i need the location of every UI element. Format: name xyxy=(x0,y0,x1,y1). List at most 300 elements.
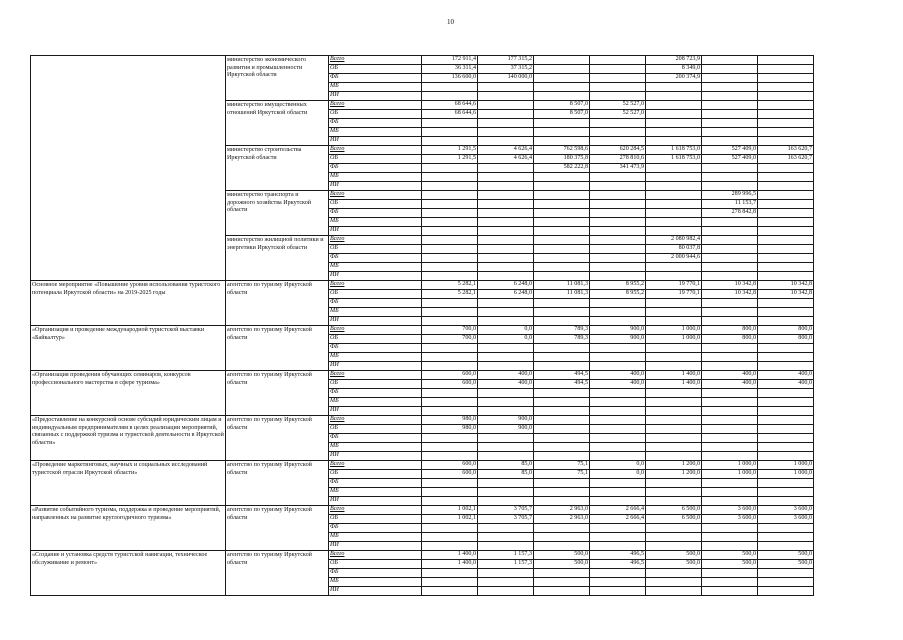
amount-cell xyxy=(646,452,702,461)
amount-cell xyxy=(702,119,758,128)
amount-cell xyxy=(478,362,534,371)
amount-cell xyxy=(534,362,590,371)
amount-cell xyxy=(758,254,814,263)
amount-cell xyxy=(534,443,590,452)
amount-cell xyxy=(534,119,590,128)
amount-cell: 2 000 944,6 xyxy=(646,254,702,263)
funding-source-cell: ОБ xyxy=(329,380,422,389)
amount-cell: 3 600,0 xyxy=(702,506,758,515)
amount-cell xyxy=(422,452,478,461)
funding-source-cell: ИИ xyxy=(329,362,422,371)
amount-cell xyxy=(590,74,646,83)
amount-cell xyxy=(646,587,702,596)
amount-cell: 2 666,4 xyxy=(590,515,646,524)
amount-cell xyxy=(590,119,646,128)
amount-cell xyxy=(646,173,702,182)
amount-cell xyxy=(758,110,814,119)
budget-table-body xyxy=(31,56,814,596)
amount-cell xyxy=(534,254,590,263)
amount-cell xyxy=(758,317,814,326)
amount-cell xyxy=(702,542,758,551)
amount-cell: 1 291,5 xyxy=(422,155,478,164)
amount-cell xyxy=(422,200,478,209)
amount-cell: 3 705,7 xyxy=(478,506,534,515)
amount-cell xyxy=(422,542,478,551)
amount-cell xyxy=(534,128,590,137)
amount-cell: 10 342,8 xyxy=(702,290,758,299)
amount-cell xyxy=(702,407,758,416)
amount-cell: 789,3 xyxy=(534,326,590,335)
amount-cell xyxy=(422,398,478,407)
amount-cell xyxy=(646,227,702,236)
funding-source-cell: Всего xyxy=(329,551,422,560)
amount-cell xyxy=(646,434,702,443)
amount-cell: 6 248,0 xyxy=(478,290,534,299)
amount-cell xyxy=(758,272,814,281)
amount-cell xyxy=(422,353,478,362)
amount-cell: 10 342,8 xyxy=(702,281,758,290)
funding-source-cell: Всего xyxy=(329,191,422,200)
amount-cell xyxy=(590,191,646,200)
amount-cell xyxy=(758,263,814,272)
amount-cell: 8 955,2 xyxy=(590,290,646,299)
amount-cell xyxy=(422,263,478,272)
amount-cell: 75,1 xyxy=(534,470,590,479)
amount-cell xyxy=(478,353,534,362)
funding-source-cell: ФБ xyxy=(329,119,422,128)
measure-name-cell: «Развитие событийного туризма, поддержка и проведение мероприятий, направленных на развитие круглогодичного туризма» xyxy=(31,506,226,551)
amount-cell xyxy=(702,425,758,434)
amount-cell: 278 810,6 xyxy=(590,155,646,164)
amount-cell xyxy=(590,416,646,425)
amount-cell xyxy=(478,227,534,236)
amount-cell xyxy=(646,578,702,587)
amount-cell xyxy=(478,119,534,128)
amount-cell xyxy=(478,110,534,119)
funding-source-cell: ИИ xyxy=(329,542,422,551)
amount-cell xyxy=(702,263,758,272)
amount-cell: 500,0 xyxy=(702,551,758,560)
amount-cell: 527 409,0 xyxy=(702,146,758,155)
amount-cell xyxy=(422,587,478,596)
amount-cell xyxy=(478,524,534,533)
amount-cell xyxy=(758,578,814,587)
amount-cell xyxy=(534,425,590,434)
amount-cell xyxy=(702,137,758,146)
amount-cell xyxy=(646,128,702,137)
amount-cell xyxy=(702,56,758,65)
amount-cell: 400,0 xyxy=(758,371,814,380)
amount-cell xyxy=(590,479,646,488)
amount-cell xyxy=(478,236,534,245)
funding-source-cell: Всего xyxy=(329,281,422,290)
executor-cell: министерство жилищной политики и энергетики Иркутской области xyxy=(226,236,329,281)
amount-cell: 400,0 xyxy=(702,371,758,380)
amount-cell xyxy=(758,353,814,362)
amount-cell: 800,0 xyxy=(702,326,758,335)
amount-cell: 494,5 xyxy=(534,371,590,380)
amount-cell xyxy=(534,272,590,281)
amount-cell: 900,0 xyxy=(478,416,534,425)
amount-cell xyxy=(590,569,646,578)
amount-cell xyxy=(646,443,702,452)
amount-cell xyxy=(422,434,478,443)
funding-source-cell: ОБ xyxy=(329,425,422,434)
amount-cell xyxy=(478,254,534,263)
table-row xyxy=(31,551,814,560)
amount-cell xyxy=(422,362,478,371)
amount-cell xyxy=(758,191,814,200)
amount-cell xyxy=(534,587,590,596)
amount-cell: 0,0 xyxy=(478,326,534,335)
amount-cell: 900,0 xyxy=(590,326,646,335)
funding-source-cell: Всего xyxy=(329,416,422,425)
amount-cell xyxy=(422,83,478,92)
amount-cell xyxy=(758,209,814,218)
amount-cell: 1 291,5 xyxy=(422,146,478,155)
amount-cell xyxy=(534,497,590,506)
table-row xyxy=(31,326,814,335)
amount-cell: 6 248,0 xyxy=(478,281,534,290)
amount-cell xyxy=(702,272,758,281)
amount-cell xyxy=(758,74,814,83)
amount-cell: 527 409,0 xyxy=(702,155,758,164)
amount-cell: 1 000,0 xyxy=(702,461,758,470)
amount-cell xyxy=(590,389,646,398)
amount-cell xyxy=(478,245,534,254)
amount-cell xyxy=(422,119,478,128)
funding-source-cell: ОБ xyxy=(329,110,422,119)
funding-source-cell: ОБ xyxy=(329,470,422,479)
amount-cell xyxy=(478,344,534,353)
measure-name-cell: «Создание и установка средств туристской навигации, техническое обслуживание и ремонт» xyxy=(31,551,226,596)
amount-cell xyxy=(590,299,646,308)
amount-cell: 4 626,4 xyxy=(478,155,534,164)
amount-cell: 140 000,0 xyxy=(478,74,534,83)
amount-cell xyxy=(590,317,646,326)
executor-cell: агентство по туризму Иркутской области xyxy=(226,281,329,326)
amount-cell xyxy=(590,245,646,254)
funding-source-cell: ФБ xyxy=(329,569,422,578)
funding-source-cell: Всего xyxy=(329,461,422,470)
funding-source-cell: Всего xyxy=(329,326,422,335)
amount-cell xyxy=(646,218,702,227)
amount-cell: 11 081,3 xyxy=(534,281,590,290)
amount-cell xyxy=(702,173,758,182)
amount-cell xyxy=(534,542,590,551)
amount-cell: 5 282,1 xyxy=(422,290,478,299)
amount-cell xyxy=(478,164,534,173)
funding-source-cell: ИИ xyxy=(329,407,422,416)
amount-cell: 1 400,0 xyxy=(422,551,478,560)
amount-cell xyxy=(646,569,702,578)
amount-cell xyxy=(702,362,758,371)
amount-cell: 1 157,3 xyxy=(478,560,534,569)
amount-cell xyxy=(702,569,758,578)
amount-cell: 8 349,0 xyxy=(646,65,702,74)
funding-source-cell: ФБ xyxy=(329,524,422,533)
amount-cell: 620 284,5 xyxy=(590,146,646,155)
amount-cell xyxy=(702,578,758,587)
amount-cell xyxy=(422,299,478,308)
amount-cell: 10 342,8 xyxy=(758,290,814,299)
amount-cell xyxy=(758,569,814,578)
amount-cell: 800,0 xyxy=(758,335,814,344)
funding-source-cell: Всего xyxy=(329,56,422,65)
amount-cell xyxy=(534,524,590,533)
funding-source-cell: ФБ xyxy=(329,209,422,218)
amount-cell xyxy=(702,317,758,326)
amount-cell xyxy=(422,92,478,101)
amount-cell xyxy=(590,200,646,209)
amount-cell xyxy=(646,263,702,272)
amount-cell xyxy=(534,245,590,254)
amount-cell xyxy=(478,434,534,443)
amount-cell xyxy=(534,227,590,236)
amount-cell xyxy=(758,56,814,65)
amount-cell xyxy=(590,137,646,146)
amount-cell: 500,0 xyxy=(534,551,590,560)
amount-cell: 0,0 xyxy=(590,470,646,479)
amount-cell: 500,0 xyxy=(758,560,814,569)
amount-cell: 789,3 xyxy=(534,335,590,344)
amount-cell: 341 473,9 xyxy=(590,164,646,173)
amount-cell xyxy=(590,254,646,263)
funding-source-cell: ОБ xyxy=(329,515,422,524)
amount-cell xyxy=(646,209,702,218)
amount-cell xyxy=(590,227,646,236)
amount-cell xyxy=(478,128,534,137)
amount-cell xyxy=(758,497,814,506)
amount-cell xyxy=(702,92,758,101)
amount-cell xyxy=(422,236,478,245)
measure-name-cell: «Организация проведения обучающих семинаров, конкурсов профессионального мастерства в сфере туризма» xyxy=(31,371,226,416)
amount-cell: 19 770,1 xyxy=(646,290,702,299)
amount-cell: 10 342,8 xyxy=(758,281,814,290)
amount-cell xyxy=(534,308,590,317)
amount-cell: 289 996,5 xyxy=(702,191,758,200)
amount-cell xyxy=(758,416,814,425)
amount-cell xyxy=(646,389,702,398)
amount-cell: 1 200,0 xyxy=(646,470,702,479)
executor-cell: агентство по туризму Иркутской области xyxy=(226,416,329,461)
funding-source-cell: МБ xyxy=(329,533,422,542)
amount-cell xyxy=(534,65,590,74)
amount-cell xyxy=(590,128,646,137)
amount-cell xyxy=(646,137,702,146)
amount-cell xyxy=(478,542,534,551)
funding-source-cell: МБ xyxy=(329,83,422,92)
amount-cell: 1 000,0 xyxy=(758,461,814,470)
amount-cell: 400,0 xyxy=(590,380,646,389)
amount-cell: 500,0 xyxy=(758,551,814,560)
funding-source-cell: ИИ xyxy=(329,92,422,101)
amount-cell: 400,0 xyxy=(702,380,758,389)
amount-cell xyxy=(646,398,702,407)
amount-cell: 700,0 xyxy=(422,335,478,344)
amount-cell xyxy=(478,101,534,110)
amount-cell: 3 600,0 xyxy=(702,515,758,524)
amount-cell xyxy=(590,209,646,218)
amount-cell xyxy=(702,452,758,461)
amount-cell xyxy=(702,488,758,497)
amount-cell xyxy=(646,416,702,425)
funding-source-cell: ИИ xyxy=(329,587,422,596)
amount-cell xyxy=(422,218,478,227)
page-number: 10 xyxy=(447,18,454,26)
amount-cell: 762 598,6 xyxy=(534,146,590,155)
amount-cell xyxy=(590,425,646,434)
amount-cell xyxy=(758,164,814,173)
amount-cell xyxy=(590,587,646,596)
amount-cell xyxy=(758,227,814,236)
amount-cell: 1 400,0 xyxy=(422,560,478,569)
amount-cell xyxy=(702,101,758,110)
amount-cell xyxy=(590,56,646,65)
amount-cell: 600,0 xyxy=(422,371,478,380)
amount-cell xyxy=(702,416,758,425)
amount-cell: 700,0 xyxy=(422,326,478,335)
amount-cell: 36 311,4 xyxy=(422,65,478,74)
amount-cell: 85,0 xyxy=(478,461,534,470)
measure-name-cell: Основное мероприятие «Повышение уровня использования туристского потенциала Иркутской области» на 2019-2025 годы xyxy=(31,281,226,326)
amount-cell: 1 400,0 xyxy=(646,371,702,380)
amount-cell xyxy=(534,209,590,218)
executor-cell: министерство экономического развития и промышленности Иркутской области xyxy=(226,56,329,101)
amount-cell xyxy=(534,398,590,407)
amount-cell xyxy=(422,407,478,416)
amount-cell: 3 600,0 xyxy=(758,506,814,515)
amount-cell xyxy=(478,272,534,281)
amount-cell xyxy=(478,443,534,452)
amount-cell xyxy=(478,398,534,407)
amount-cell: 4 626,4 xyxy=(478,146,534,155)
measure-name-cell: «Организация и проведение международной туристской выставки «Байкалтур» xyxy=(31,326,226,371)
amount-cell: 2 963,0 xyxy=(534,515,590,524)
executor-cell: агентство по туризму Иркутской области xyxy=(226,326,329,371)
funding-source-cell: МБ xyxy=(329,263,422,272)
amount-cell xyxy=(646,200,702,209)
amount-cell: 980,0 xyxy=(422,416,478,425)
amount-cell: 5 282,1 xyxy=(422,281,478,290)
amount-cell: 278 842,8 xyxy=(702,209,758,218)
amount-cell: 582 222,8 xyxy=(534,164,590,173)
amount-cell: 11 081,3 xyxy=(534,290,590,299)
amount-cell xyxy=(478,587,534,596)
amount-cell xyxy=(534,92,590,101)
executor-cell: агентство по туризму Иркутской области xyxy=(226,461,329,506)
amount-cell xyxy=(758,92,814,101)
amount-cell xyxy=(646,533,702,542)
amount-cell xyxy=(590,533,646,542)
amount-cell: 177 315,2 xyxy=(478,56,534,65)
executor-cell: агентство по туризму Иркутской области xyxy=(226,551,329,596)
amount-cell: 800,0 xyxy=(702,335,758,344)
amount-cell xyxy=(646,344,702,353)
amount-cell xyxy=(702,83,758,92)
amount-cell: 496,5 xyxy=(590,560,646,569)
amount-cell xyxy=(646,110,702,119)
funding-source-cell: ОБ xyxy=(329,335,422,344)
amount-cell xyxy=(422,137,478,146)
amount-cell xyxy=(702,245,758,254)
amount-cell xyxy=(646,272,702,281)
amount-cell xyxy=(758,137,814,146)
funding-source-cell: МБ xyxy=(329,308,422,317)
amount-cell xyxy=(534,569,590,578)
amount-cell xyxy=(646,119,702,128)
amount-cell xyxy=(758,407,814,416)
amount-cell xyxy=(646,164,702,173)
measure-name-cell: «Предоставление на конкурсной основе субсидий юридическим лицам и индивидуальным предпринимателям в целях реализации мероприятий, связанных с поддержкой туризма и туристской деятельности в Иркутской области» xyxy=(31,416,226,461)
funding-source-cell: ОБ xyxy=(329,245,422,254)
amount-cell xyxy=(702,389,758,398)
table-row xyxy=(31,461,814,470)
funding-source-cell: МБ xyxy=(329,128,422,137)
amount-cell xyxy=(646,191,702,200)
amount-cell xyxy=(758,101,814,110)
funding-source-cell: ФБ xyxy=(329,434,422,443)
amount-cell xyxy=(590,92,646,101)
amount-cell xyxy=(758,245,814,254)
amount-cell xyxy=(758,542,814,551)
amount-cell xyxy=(758,362,814,371)
amount-cell: 2 963,0 xyxy=(534,506,590,515)
amount-cell xyxy=(702,254,758,263)
amount-cell xyxy=(590,236,646,245)
amount-cell xyxy=(534,56,590,65)
table-row xyxy=(31,56,814,65)
amount-cell: 1 618 753,0 xyxy=(646,146,702,155)
amount-cell xyxy=(478,92,534,101)
amount-cell xyxy=(702,344,758,353)
amount-cell xyxy=(702,497,758,506)
amount-cell: 172 911,4 xyxy=(422,56,478,65)
amount-cell xyxy=(590,452,646,461)
funding-source-cell: МБ xyxy=(329,173,422,182)
amount-cell xyxy=(646,308,702,317)
amount-cell: 1 000,0 xyxy=(646,326,702,335)
amount-cell xyxy=(478,389,534,398)
amount-cell xyxy=(478,182,534,191)
executor-cell: министерство строительства Иркутской области xyxy=(226,146,329,191)
amount-cell xyxy=(422,191,478,200)
amount-cell: 1 002,1 xyxy=(422,515,478,524)
amount-cell xyxy=(534,533,590,542)
amount-cell xyxy=(422,389,478,398)
amount-cell: 19 770,1 xyxy=(646,281,702,290)
amount-cell xyxy=(478,209,534,218)
amount-cell: 600,0 xyxy=(422,380,478,389)
amount-cell: 6 500,0 xyxy=(646,515,702,524)
funding-source-cell: Всего xyxy=(329,101,422,110)
amount-cell xyxy=(534,74,590,83)
amount-cell xyxy=(758,218,814,227)
funding-source-cell: ФБ xyxy=(329,74,422,83)
amount-cell xyxy=(422,488,478,497)
amount-cell: 11 153,7 xyxy=(702,200,758,209)
amount-cell xyxy=(534,407,590,416)
amount-cell xyxy=(422,344,478,353)
amount-cell: 1 000,0 xyxy=(646,335,702,344)
amount-cell xyxy=(646,317,702,326)
amount-cell xyxy=(758,200,814,209)
amount-cell xyxy=(534,182,590,191)
table-row xyxy=(31,371,814,380)
amount-cell: 500,0 xyxy=(646,560,702,569)
amount-cell xyxy=(758,344,814,353)
amount-cell xyxy=(534,236,590,245)
